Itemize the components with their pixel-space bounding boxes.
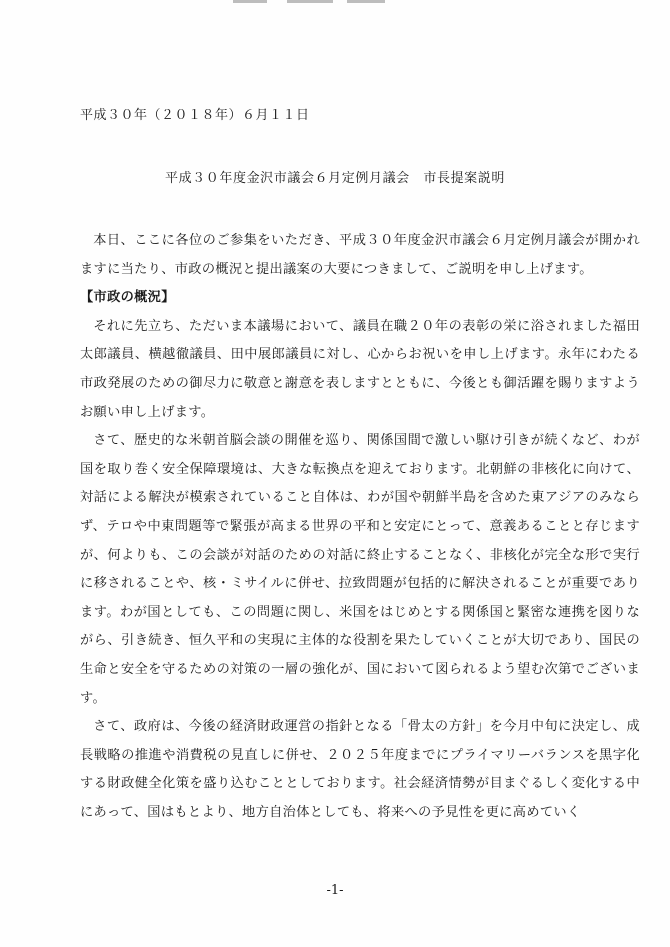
- section-heading: 【市政の概況】: [80, 290, 175, 306]
- scan-mark: [347, 0, 385, 3]
- body-paragraph: さて、政府は、今後の経済財政運営の指針となる「骨太の方針」を今月中旬に決定し、成長戦略の推進や消費税の見直しに併せ、２０２５年度までにプライマリーバランスを黒字化する財政健全化策を盛り込むこととしております。社会経済情勢が目まぐるしく変化する中にあって、国はもとより、地方自治体としても、将来への予見性を更に高めていく: [80, 719, 640, 820]
- scan-mark: [287, 0, 333, 3]
- page-number: -1-: [326, 883, 344, 898]
- document-body: [80, 227, 640, 827]
- body-paragraph: それに先立ち、ただいま本議場において、議員在職２０年の表彰の栄に浴されました福田太郎議員、横越徹議員、田中展郎議員に対し、心からお祝いを申し上げます。永年にわたる市政発展のための御尽力に敬意と謝意を表しますとともに、今後とも御活躍を賜りますようお願い申し上げます。: [80, 318, 640, 420]
- intro-paragraph: 本日、ここに各位のご参集をいただき、平成３０年度金沢市議会６月定例月議会が開かれますに当たり、市政の概況と提出議案の大要につきまして、ご説明を申し上げます。: [80, 233, 640, 277]
- body-paragraph: さて、歴史的な米朝首脳会談の開催を巡り、関係国間で激しい駆け引きが続くなど、わが国を取り巻く安全保障環境は、大きな転換点を迎えております。北朝鮮の非核化に向けて、対話による解決が模索されていること自体は、わが国や朝鮮半島を含めた東アジアのみならず、テロや中東問題等で緊張が高まる世界の平和と安定にとって、意義あることと存じますが、何よりも、この会談が対話のための対話に終止することなく、非核化が完全な形で実行に移されることや、核・ミサイルに併せ、拉致問題が包括的に解決されることが重要であります。わが国としても、この問題に関し、米国をはじめとする関係国と緊密な連携を図りながら、引き続き、恒久平和の実現に主体的な役割を果たしていくことが大切であり、国民の生命と安全を守るための対策の一層の強化が、国において図られるよう望む次第でございます。: [80, 433, 640, 706]
- document-title: 平成３０年度金沢市議会６月定例月議会 市長提案説明: [164, 171, 505, 186]
- document-date: 平成３０年（２０１８年）６月１１日: [80, 108, 310, 123]
- scan-mark: [233, 0, 267, 3]
